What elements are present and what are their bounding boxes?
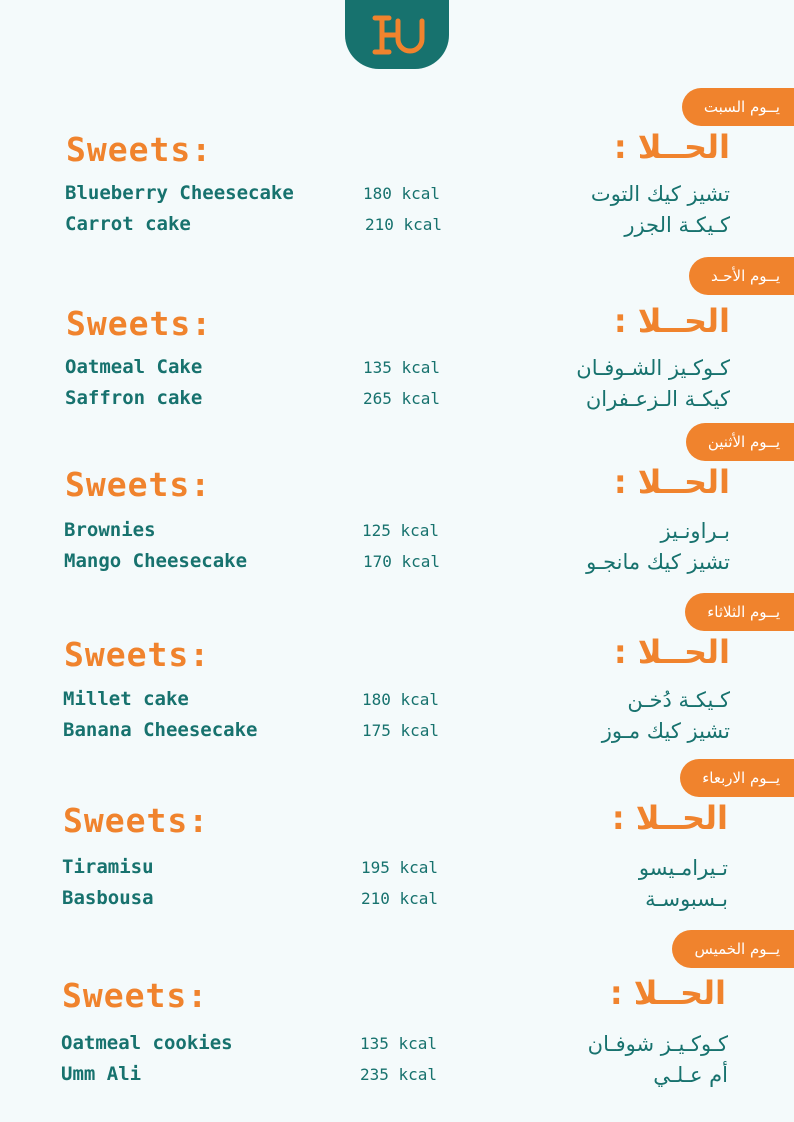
item-calories: 135 kcal <box>360 1034 438 1053</box>
item-calories: 210 kcal <box>365 215 443 234</box>
item-name-ar: كيكـة الـزعـفران <box>585 387 730 411</box>
item-name-ar: بـراونـيز <box>660 519 730 543</box>
section-title-ar: الحــلا : <box>613 128 730 166</box>
section-title-ar: الحــلا : <box>611 799 728 837</box>
item-name-ar: تشيز كيك مـوز <box>601 719 730 743</box>
day-section-thursday <box>0 930 794 1100</box>
item-name-en: Oatmeal Cake <box>65 356 203 378</box>
item-calories: 235 kcal <box>360 1065 438 1084</box>
item-name-en: Basbousa <box>62 887 154 909</box>
item-name-ar: بـسبوسـة <box>645 887 728 911</box>
section-title-en: Sweets: <box>65 465 212 504</box>
section-title-ar: الحــلا : <box>613 633 730 671</box>
day-badge: يــوم الثلاثاء <box>685 593 794 631</box>
item-name-ar: كـوكـيـز شوفـان <box>587 1032 728 1056</box>
item-name-ar: أم عـلـي <box>653 1063 728 1087</box>
item-name-ar: كـيكـة الجزر <box>624 213 730 237</box>
item-calories: 135 kcal <box>363 358 441 377</box>
day-badge: يــوم الأثنين <box>686 423 794 461</box>
item-calories: 125 kcal <box>362 521 440 540</box>
day-badge: يــوم السبت <box>682 88 794 126</box>
item-name-en: Saffron cake <box>65 387 203 409</box>
item-name-ar: كـوكـيز الشـوفـان <box>576 356 730 380</box>
section-title-en: Sweets: <box>64 635 211 674</box>
section-title-en: Sweets: <box>62 976 209 1015</box>
item-name-en: Carrot cake <box>65 213 191 235</box>
item-name-en: Brownies <box>64 519 156 541</box>
item-calories: 180 kcal <box>362 690 440 709</box>
item-name-en: Banana Cheesecake <box>63 719 258 741</box>
day-badge: يــوم الخميس <box>672 930 794 968</box>
item-name-en: Oatmeal cookies <box>61 1032 233 1054</box>
item-calories: 195 kcal <box>361 858 439 877</box>
section-title-en: Sweets: <box>66 130 213 169</box>
item-name-en: Millet cake <box>63 688 189 710</box>
day-badge: يــوم الأحـد <box>689 257 794 295</box>
day-section-wednesday <box>0 759 794 929</box>
section-title-ar: الحــلا : <box>613 302 730 340</box>
item-name-ar: تشيز كيك التوت <box>590 182 730 206</box>
item-name-en: Blueberry Cheesecake <box>65 182 294 204</box>
item-name-en: Mango Cheesecake <box>64 550 248 572</box>
day-badge: يــوم الاربعاء <box>680 759 794 797</box>
brand-logo <box>345 0 449 69</box>
item-name-en: Umm Ali <box>61 1063 142 1085</box>
hg-monogram-icon <box>367 13 427 57</box>
item-calories: 180 kcal <box>363 184 441 203</box>
section-title-en: Sweets: <box>66 304 213 343</box>
section-title-ar: الحــلا : <box>613 463 730 501</box>
day-section-tuesday <box>0 593 794 763</box>
item-calories: 265 kcal <box>363 389 441 408</box>
item-calories: 210 kcal <box>361 889 439 908</box>
section-title-ar: الحــلا : <box>609 974 726 1012</box>
item-name-en: Tiramisu <box>62 856 154 878</box>
day-section-sunday <box>0 257 794 427</box>
item-calories: 170 kcal <box>363 552 441 571</box>
item-calories: 175 kcal <box>362 721 440 740</box>
day-section-saturday <box>0 88 794 258</box>
section-title-en: Sweets: <box>63 801 210 840</box>
item-name-ar: تشيز كيك مانجـو <box>586 550 730 574</box>
item-name-ar: كـيكـة دُخـن <box>627 688 730 712</box>
item-name-ar: تـيرامـيسو <box>638 856 728 880</box>
day-section-monday <box>0 423 794 593</box>
